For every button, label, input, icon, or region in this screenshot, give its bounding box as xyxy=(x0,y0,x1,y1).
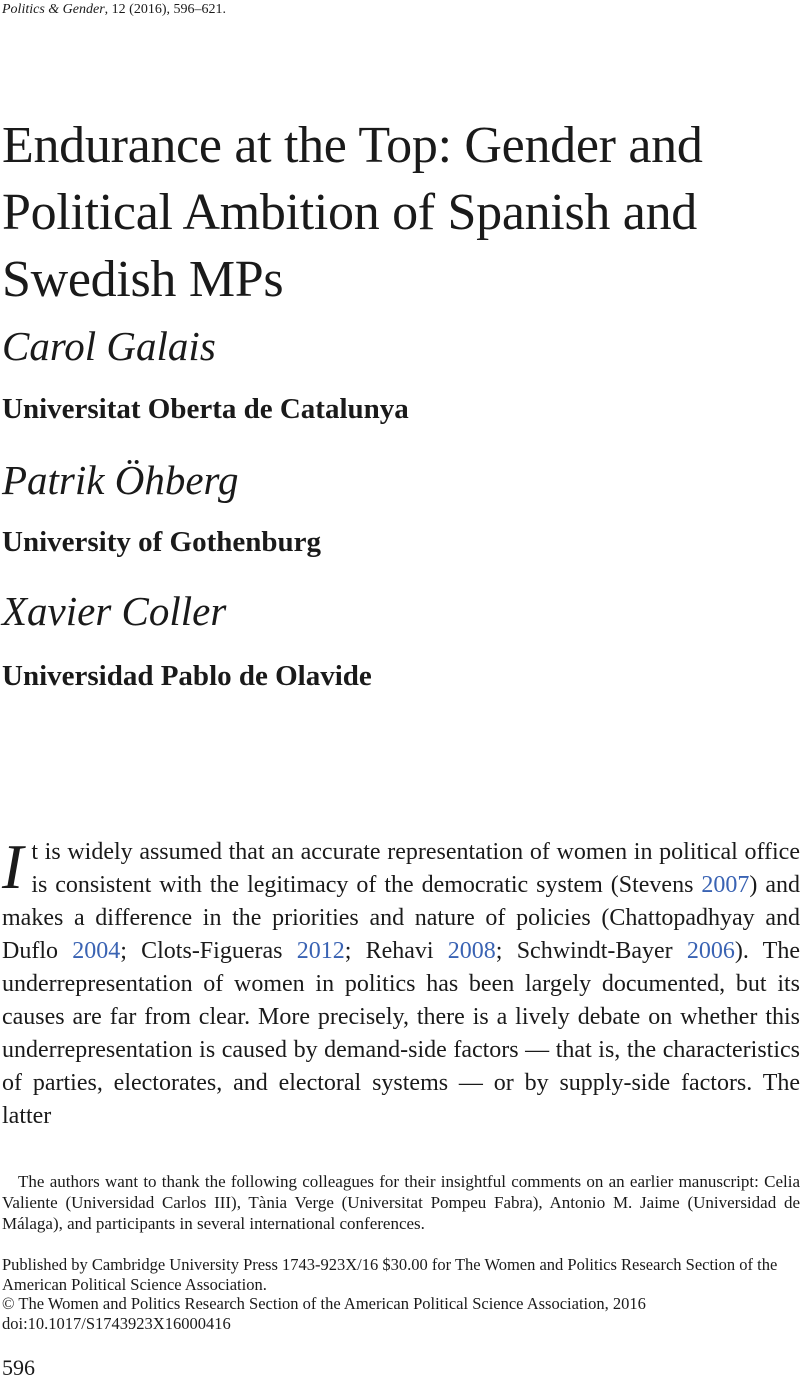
copyright-line: © The Women and Politics Research Section of the American Political Science Association, 2016 xyxy=(2,1294,646,1313)
citation-link[interactable]: 2007 xyxy=(701,872,750,898)
citation-link[interactable]: 2006 xyxy=(686,938,735,964)
publication-info xyxy=(2,1255,800,1333)
author-name: Carol Galais xyxy=(2,323,216,369)
citation-link[interactable]: 2008 xyxy=(447,938,496,964)
drop-cap: I xyxy=(2,831,24,902)
publisher-line: Published by Cambridge University Press 1743-923X/16 $30.00 for The Women and Politics Research Section of the American Political Science Association. xyxy=(2,1255,778,1294)
author-affiliation: University of Gothenburg xyxy=(2,526,321,558)
doi-line: doi:10.1017/S1743923X16000416 xyxy=(2,1313,231,1333)
body-paragraph xyxy=(2,831,800,1133)
author-name: Xavier Coller xyxy=(2,588,227,634)
author-affiliation: Universitat Oberta de Catalunya xyxy=(2,393,409,425)
citation-link[interactable]: 2004 xyxy=(72,938,121,964)
body-text-segment: ; Rehavi xyxy=(344,938,448,964)
citation-link[interactable]: 2012 xyxy=(296,938,345,964)
article-title: Endurance at the Top: Gender and Political Ambition of Spanish and Swedish MPs xyxy=(2,117,703,308)
author-affiliation: Universidad Pablo de Olavide xyxy=(2,660,372,692)
body-text-segment: ). The underrepresentation of women in politics has been largely documented, but its causes are far from clear. More precisely, there is a lively debate on whether this underrepresentation is caused by demand-side factors — that is, the characteristics of parties, electorates, and electoral systems — or by supply-side factors. The latter xyxy=(2,938,800,1129)
acknowledgement-note: The authors want to thank the following colleagues for their insightful comments on an earlier manuscript: Celia Valiente (Universidad Carlos III), Tània Verge (Universitat Pompeu Fabra), Antonio M. Jaime (Universidad de Málaga), and participants in several international conferences. xyxy=(2,1172,800,1233)
body-text-segment: ; Schwindt-Bayer xyxy=(495,938,687,964)
running-head xyxy=(2,2,226,18)
author-name: Patrik Öhberg xyxy=(2,457,239,503)
body-text-segment: ; Clots-Figueras xyxy=(120,938,297,964)
journal-name: Politics & Gender xyxy=(2,2,105,17)
body-text-segment: ) and makes a difference in the priorities and nature of policies (Chattopadhyay and Duflo xyxy=(2,872,800,964)
body-text-segment: t is widely assumed that an accurate representation of women in political office is consistent with the legitimacy of the democratic system (Stevens xyxy=(31,839,800,898)
journal-volume-pages: , 12 (2016), 596–621. xyxy=(104,2,226,17)
page-number: 596 xyxy=(2,1355,35,1380)
